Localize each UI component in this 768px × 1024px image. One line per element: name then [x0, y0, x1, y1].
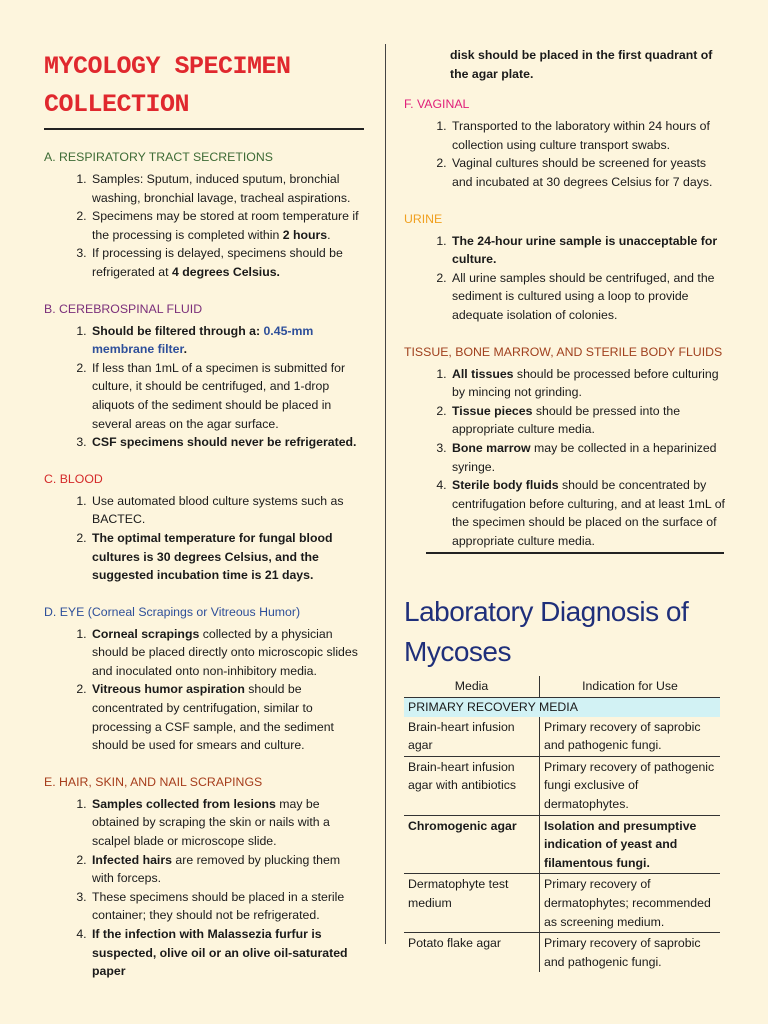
item-text: should be concentrated by centrifugation before culturing, and at least 1mL of the specimen should be placed on the surface of appropriate culture media. — [452, 478, 725, 548]
item-bold: Sterile body fluids — [452, 478, 559, 493]
item-text: should be processed before culturing by mincing not grinding. — [452, 366, 719, 400]
item-text: should be concentrated by centrifugation, similar to processing a CSF sample, and the sediment should be used for smears and culture. — [92, 682, 334, 753]
table-row — [404, 933, 720, 973]
table-section-label: PRIMARY RECOVERY MEDIA — [404, 698, 720, 717]
section-tissue — [404, 343, 726, 555]
list-item — [90, 680, 364, 754]
item-bold: The optimal temperature for fungal blood cultures is 30 degrees Celsius, and the suggested incubation time is 21 days. — [92, 530, 333, 583]
item-text: may be obtained by scraping the skin or nails with a scalpel blade or microscope slide. — [92, 796, 330, 849]
item-bold: The 24-hour urine sample is unacceptable for culture. — [452, 233, 718, 267]
item-bold: 4 degrees Celsius. — [171, 264, 280, 279]
item-bold: Bone marrow — [452, 440, 531, 455]
item-bold: Tissue pieces — [452, 403, 533, 418]
title-rule — [44, 128, 364, 130]
table-row — [404, 874, 720, 933]
section-heading: A. RESPIRATORY TRACT SECRETIONS — [44, 150, 273, 164]
heading-subtext: (Corneal Scrapings or Vitreous Humor) — [87, 604, 301, 619]
item-text: . — [327, 227, 331, 242]
title-line-1: MYCOLOGY SPECIMEN — [44, 52, 291, 81]
indication-cell: Primary recovery of saprobic and pathogenic fungi. — [544, 719, 701, 753]
item-bold: If the infection with Malassezia furfur is suspected, olive oil or an olive oil-saturated paper — [92, 927, 348, 979]
item-text: If processing is delayed, specimens should be refrigerated at — [92, 246, 343, 279]
section-blood — [44, 470, 364, 585]
list-item: 2. If less than 1mL of a specimen is submitted for culture, it should be centrifuged, and 1-drop aliquots of the sediment should be placed in several areas on the agar surface. — [90, 359, 364, 433]
list-item: 2. Vaginal cultures should be screened for yeasts and incubated at 30 degrees Celsius for 7 days. — [450, 154, 726, 191]
right-column — [404, 46, 726, 972]
item-text: may be collected in a heparinized syringe. — [452, 440, 717, 474]
table-section-row — [404, 698, 720, 717]
item-bold: 2 hours — [282, 227, 328, 242]
section-vaginal — [404, 95, 726, 191]
list-item — [90, 625, 364, 681]
column-header-indication: Indication for Use — [582, 679, 678, 694]
list-item — [450, 402, 726, 439]
section-eye — [44, 603, 364, 755]
item-text: should be pressed into the appropriate culture media. — [452, 403, 681, 437]
item-bold: . — [183, 342, 187, 357]
table-row — [404, 756, 720, 815]
column-header-media: Media — [404, 676, 540, 697]
list-item — [90, 207, 364, 244]
media-cell: Brain-heart infusion agar with antibiotics — [404, 756, 540, 815]
item-bold: All tissues — [452, 366, 514, 381]
section-heading: TISSUE, BONE MARROW, AND STERILE BODY FLUIDS — [404, 344, 723, 359]
list-item: 3. These specimens should be placed in a sterile container; they should not be refrigerated. — [90, 888, 364, 925]
section-respiratory — [44, 148, 364, 282]
section-heading: URINE — [404, 211, 443, 226]
column-divider — [385, 44, 386, 944]
heading-text: D. EYE — [44, 604, 88, 619]
media-table — [404, 676, 720, 972]
item-highlight: 0.45-mm membrane filter — [92, 323, 314, 357]
media-cell: Potato flake agar — [404, 933, 540, 973]
media-cell: Dermatophyte test medium — [404, 874, 540, 933]
list-item: 2. All urine samples should be centrifuged, and the sediment is cultured using a loop to provide adequate isolation of colonies. — [450, 269, 726, 325]
item-text: are removed by plucking them with forceps. — [92, 852, 341, 886]
item-bold: Corneal scrapings — [92, 626, 200, 641]
list-item — [90, 925, 364, 981]
indication-cell: Primary recovery of dermatophytes; recommended as screening medium. — [540, 874, 721, 933]
indication-cell: Primary recovery of pathogenic fungi exclusive of dermatophytes. — [540, 756, 721, 815]
item-bold: Infected hairs — [92, 852, 172, 867]
list-item — [450, 476, 726, 550]
list-item — [90, 795, 364, 851]
list-item — [450, 439, 726, 476]
item-text: Specimens may be stored at room temperature if the processing is completed within — [92, 209, 359, 242]
item-bold: Samples collected from lesions — [92, 796, 276, 811]
section-heading — [44, 603, 364, 621]
list-item: 1. Transported to the laboratory within 24 hours of collection using culture transport swabs. — [450, 117, 726, 154]
list-item: 1. Samples: Sputum, induced sputum, bronchial washing, bronchial lavage, tracheal aspirations. — [90, 170, 364, 207]
indication-cell: Isolation and presumptive indication of yeast and filamentous fungi. — [540, 815, 721, 874]
continued-text: disk should be placed in the first quadrant of the agar plate. — [450, 48, 713, 81]
list-item — [450, 365, 726, 402]
media-cell: Brain-heart infusion agar — [404, 717, 540, 757]
list-item: 1. Use automated blood culture systems such as BACTEC. — [90, 492, 364, 529]
list-item — [90, 322, 364, 359]
item-bold: Vitreous humor aspiration — [92, 682, 245, 697]
list-item — [90, 244, 364, 281]
section-heading: B. CEREBROSPINAL FLUID — [44, 301, 203, 316]
table-header-row — [404, 676, 720, 697]
list-item — [90, 851, 364, 888]
table-row — [404, 815, 720, 874]
section-hair-skin-nail — [44, 773, 364, 981]
item-text: collected by a physician should be placed directly onto microscopic slides and inoculated onto non-inhibitory media. — [92, 626, 358, 678]
media-cell: Chromogenic agar — [404, 815, 540, 874]
list-item — [90, 433, 364, 452]
section-csf — [44, 300, 364, 452]
left-column — [44, 48, 364, 999]
section-heading: E. HAIR, SKIN, AND NAIL SCRAPINGS — [44, 774, 263, 789]
item-bold: Should be filtered through a: — [92, 323, 264, 338]
indication-cell: Primary recovery of saprobic and pathogenic fungi. — [540, 933, 721, 973]
table-row — [404, 717, 720, 757]
title-line-2: COLLECTION — [44, 90, 190, 119]
diagnosis-heading: Laboratory Diagnosis of Mycoses — [404, 596, 689, 668]
page-title — [44, 48, 364, 124]
section-heading: C. BLOOD — [44, 471, 103, 486]
section-rule — [426, 552, 724, 554]
section-urine — [404, 210, 726, 325]
section-heading: F. VAGINAL — [404, 97, 470, 112]
item-bold: CSF specimens should never be refrigerated. — [92, 435, 357, 450]
list-item — [90, 529, 364, 585]
list-item — [450, 232, 726, 269]
